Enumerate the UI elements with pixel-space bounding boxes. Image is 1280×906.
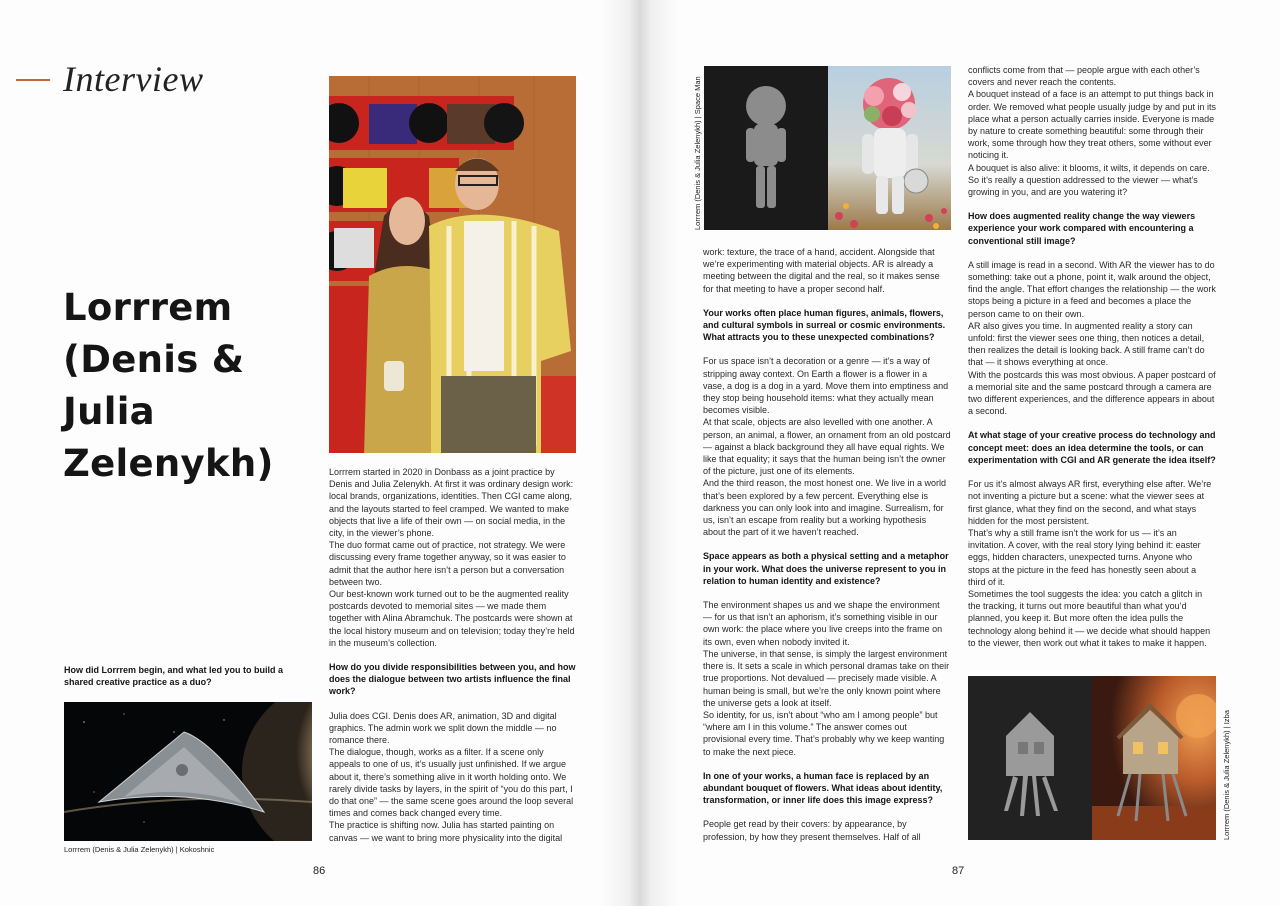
section-rule (16, 79, 50, 81)
paragraph: work: texture, the trace of a hand, accident. Alongside that we’re experimenting with material objects. AR is already a meeting between the digital and the real, so it makes sense for that meeting to have a proper second half. (703, 247, 940, 294)
paragraph: A still image is read in a second. With AR the viewer has to do something: take out a phone, point it, walk around the object, find the angle. That effort changes the relationship — the work stops being a picture in a feed and becomes a place the person came to on their own. (968, 259, 1216, 319)
paragraph: People get read by their covers: by appearance, by profession, by how they present themselves. Half of all (703, 819, 921, 842)
izba-image (968, 676, 1216, 840)
right-column-2 (968, 64, 1216, 649)
space-man-image (704, 66, 951, 230)
paragraph: The practice is shifting now. Julia has started painting on canvas — we want to bring more physicality into the digital (329, 820, 563, 843)
page-number: 86 (313, 865, 326, 877)
kokoshnic-image (64, 702, 312, 841)
paragraph: AR also gives you time. In augmented reality a story can unfold: first the viewer sees one thing, then notices a detail, then realizes the detail is looking back. A still frame can’t do that — it shows everything at once. (968, 320, 1205, 368)
paragraph: Lorrrem started in 2020 in Donbass as a joint practice by Denis and Julia Zelenykh. At first it was ordinary design work: local brands, organizations, identities. Then CGI came along, and the layouts started to feel cramped. We wanted to make objects that live a life of their own — on social media, in the city, in the viewer’s phone. (329, 467, 574, 539)
paragraph: So identity, for us, isn’t about “who am I among people” but “where am I in this volume.” The answer comes out provisional every time. That’s probably why we keep wanting to make the next piece. (703, 709, 945, 757)
page-number: 87 (952, 865, 965, 877)
question-5: In one of your works, a human face is replaced by an abundant bouquet of flowers. What ideas about identity, transformation, or inner life does this image express? (703, 770, 943, 806)
right-page (640, 0, 1280, 906)
headline-line: Julia (63, 390, 155, 433)
headline-line: Lorrrem (63, 286, 233, 329)
kokoshnic-caption: Lorrrem (Denis & Julia Zelenykh) | Kokoshnic (64, 845, 215, 854)
space-man-caption: Lorrrem (Denis & Julia Zelenykh) | Space Man (693, 76, 702, 230)
section-title: Interview (63, 59, 204, 99)
paragraph: The duo format came out of practice, not strategy. We were discussing every frame together anyway, so it was easier to admit that the author here isn’t a person but a conversation between two. (329, 540, 566, 587)
question-3: Your works often place human figures, animals, flowers, and cultural symbols in surreal or cosmic environments. What attracts you to these unexpected combinations? (703, 307, 946, 343)
right-column-1 (703, 246, 951, 843)
paragraph: A bouquet is also alive: it blooms, it wilts, it depends on care. So it’s really a question addressed to the viewer — what’s growing in you, and are you watering it? (968, 162, 1210, 198)
question-1: How did Lorrrem begin, and what led you to build a shared creative practice as a duo? (64, 665, 284, 688)
headline-line: Zelenykh) (63, 442, 274, 485)
paragraph: For us space isn’t a decoration or a genre — it’s a way of stripping away context. On Earth a flower is a flower in a vase, a dog is a dog in a yard. Move them into emptiness and they stop being household items: what they actually mean becomes visible. (703, 356, 949, 416)
interview-headline (63, 282, 303, 490)
artists-photo (329, 76, 576, 453)
paragraph: For us it’s almost always AR first, everything else after. We’re not inventing a picture but a scene: what the viewer sees at first glance, what they find on the second, and what stays hidden for the most persistent. (968, 479, 1212, 526)
question-4: Space appears as both a physical setting and a metaphor in your work. What does the universe represent to you in relation to human identity and existence? (703, 551, 949, 586)
paragraph: With the postcards this was most obvious. A paper postcard of a memorial site and the same postcard through a camera are two different experiences, and the difference appears in about a second. (968, 369, 1216, 417)
izba-caption: Lorrrem (Denis & Julia Zelenykh) | Izba (1222, 710, 1231, 840)
paragraph: Sometimes the tool suggests the idea: you catch a glitch in the tracking, it turns out more beautiful than what you’d planned, you keep it. But more often the idea pulls the technology along behind it — we decide what should happen to the viewer, then work out what it takes to make it happen. (968, 588, 1211, 648)
paragraph: The universe, in that sense, is simply the largest environment there is. It sets a scale in which personal dramas take on their true proportions. Not devalued — precisely made visible. A human being is small, but we’re the only known point where the universe gets a look at itself. (703, 648, 950, 708)
paragraph: And the third reason, the most honest one. We live in a world that’s been explored by a few percent. Everything else is darkness you can only look into and imagine. Surrealism, for us, isn’t an escape from reality but a working hypothesis about the part of it we haven’t reached. (703, 478, 946, 538)
paragraph: The environment shapes us and we shape the environment — for us that isn’t an aphorism, it’s something visible in our own work: the place where you live creeps into the frame on its own, even when nobody invited it. (703, 600, 943, 647)
paragraph: Julia does CGI. Denis does AR, animation, 3D and digital graphics. The admin work we split down the middle — no romance there. (329, 710, 557, 746)
paragraph: Our best-known work turned out to be the augmented reality postcards devoted to memorial sites — we made them together with Alina Abramchuk. The postcards were shown at the local history museum and on television; today they’re held in the museum’s collection. (329, 589, 575, 648)
headline-line: (Denis & (63, 338, 245, 381)
question-6: How does augmented reality change the way viewers experience your work compared with encountering a conventional still image? (968, 211, 1196, 246)
question-7: At what stage of your creative process do technology and concept meet: does an idea determine the tools, or can experimentation with CGI and AR generate the idea itself? (968, 430, 1216, 465)
paragraph: That’s why a still frame isn’t the work for us — it’s an invitation. A cover, with the real story lying behind it: easter eggs, hidden characters, unexpected turns. Anyone who stops at the picture in the feed has honestly seen about a third of it. (968, 527, 1201, 587)
paragraph: conflicts come from that — people argue with each other’s covers and never reach the contents. (968, 65, 1200, 88)
intro-column (329, 466, 577, 844)
paragraph: The dialogue, though, works as a filter. If a scene only appeals to one of us, it’s usually just unfinished. If we argue about it, there’s something alive in it worth holding onto. We rarely divide tasks by layers, in the spirit of “you do this part, I do that one” — the same scene goes around the loop several times and comes back changed every time. (329, 747, 574, 819)
question-2: How do you divide responsibilities between you, and how does the dialogue between two artists influence the final work? (329, 662, 576, 697)
paragraph: At that scale, objects are also levelled with one another. A person, an animal, a flower, an ornament from an old postcard — against a black background they all have equal rights. We like that equality; it says that the human being isn’t the owner of the picture, just one of its elements. (703, 417, 951, 477)
paragraph: A bouquet instead of a face is an attempt to put things back in order. We removed what people usually judge by and put in its place what a person actually carries inside. Everyone is made by nature to create something beautiful: some through their work, some through how they treat others, some without ever noticing it. (968, 89, 1216, 161)
